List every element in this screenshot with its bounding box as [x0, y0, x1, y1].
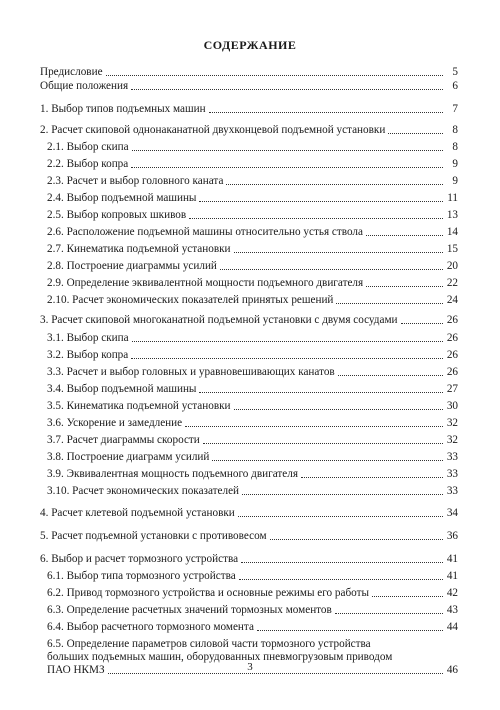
toc-entry[interactable] [47, 141, 458, 154]
leader-dots [366, 286, 443, 287]
leader-dots [106, 75, 443, 76]
leader-dots [238, 516, 443, 517]
leader-dots [366, 235, 443, 236]
toc-entry-page: 27 [446, 383, 458, 395]
toc-entry-label: 2.5. Выбор копровых шкивов [47, 209, 187, 221]
toc-entry-label: 2.8. Построение диаграммы усилий [47, 260, 217, 272]
toc-entry-label: 2.6. Расположение подъемной машины относительно устья ствола [47, 226, 363, 238]
leader-dots [203, 443, 443, 444]
toc-entry-page: 8 [452, 124, 458, 136]
leader-dots [234, 252, 443, 253]
leader-dots [108, 673, 443, 674]
toc-entry[interactable] [47, 468, 458, 481]
toc-entry-label: 6. Выбор и расчет тормозного устройства [40, 553, 239, 565]
toc-entry-page: 8 [452, 141, 458, 153]
leader-dots [132, 341, 443, 342]
toc-entry[interactable] [47, 294, 458, 307]
leader-dots [257, 630, 443, 631]
toc-entry-page: 9 [452, 175, 458, 187]
toc-entry-label: 3.10. Расчет экономических показателей [47, 485, 240, 497]
toc-entry-label: Предисловие [40, 66, 103, 78]
toc-entry[interactable] [40, 507, 458, 520]
toc-entry[interactable] [40, 314, 458, 327]
toc-entry-page: 36 [446, 530, 458, 542]
toc-entry[interactable] [47, 621, 458, 634]
leader-dots [372, 596, 443, 597]
toc-entry-label: 6.1. Выбор типа тормозного устройства [47, 570, 236, 582]
toc-entry-label: 6.4. Выбор расчетного тормозного момента [47, 621, 254, 633]
leader-dots [401, 323, 443, 324]
leader-dots [241, 562, 443, 563]
toc-entry-page: 44 [446, 621, 458, 633]
toc-entry[interactable] [47, 277, 458, 290]
toc-entry[interactable] [47, 400, 458, 413]
toc-entry-page: 42 [446, 587, 458, 599]
toc-entry-page: 33 [446, 468, 458, 480]
toc-entry-label: 3. Расчет скиповой многоканатной подъемной установки с двумя сосудами [40, 314, 398, 326]
toc-entry-page: 20 [446, 260, 458, 272]
toc-entry-label: 3.4. Выбор подъемной машины [47, 383, 197, 395]
toc-entry-page: 14 [446, 226, 458, 238]
page-title: СОДЕРЖАНИЕ [203, 38, 297, 52]
toc-entry-label: 3.5. Кинематика подъемной установки [47, 400, 231, 412]
leader-dots [336, 303, 443, 304]
toc-entry-label: 3.8. Построение диаграмм усилий [47, 451, 210, 463]
toc-entry[interactable] [47, 604, 458, 617]
page-number: 3 [247, 661, 253, 673]
toc-entry-label: 3.9. Эквивалентная мощность подъемного двигателя [47, 468, 298, 480]
toc-entry[interactable] [47, 570, 458, 583]
toc-entry[interactable] [47, 175, 458, 188]
toc-entry[interactable] [47, 417, 458, 430]
toc-entry-label: 2. Расчет скиповой однонаканатной двухконцевой подъемной установки [40, 124, 386, 136]
toc-entry[interactable] [47, 349, 458, 362]
toc-entry-page: 34 [446, 507, 458, 519]
toc-entry-page: 46 [446, 664, 458, 676]
toc-entry-label: 3.7. Расчет диаграммы скорости [47, 434, 200, 446]
toc-entry-label: ПАО НКМЗ [47, 664, 105, 676]
toc-entry[interactable] [40, 553, 458, 566]
toc-entry-page: 41 [446, 553, 458, 565]
toc-entry-label: 2.2. Выбор копра [47, 158, 129, 170]
toc-entry[interactable] [47, 332, 458, 345]
toc-entry-label: Общие положения [40, 80, 129, 92]
toc-entry[interactable] [47, 485, 458, 498]
toc-entry[interactable] [40, 530, 458, 543]
toc-entry-label: 6.3. Определение расчетных значений тормозных моментов [47, 604, 332, 616]
leader-dots [212, 460, 443, 461]
leader-dots [131, 167, 443, 168]
toc-entry-label: 3.2. Выбор копра [47, 349, 129, 361]
toc-entry[interactable] [40, 103, 458, 116]
toc-entry-label: 3.3. Расчет и выбор головных и уравновешивающих канатов [47, 366, 335, 378]
toc-entry[interactable] [40, 124, 458, 137]
toc-entry[interactable] [47, 209, 458, 222]
leader-dots [220, 269, 443, 270]
toc-entry[interactable] [47, 158, 458, 171]
leader-dots [209, 112, 443, 113]
toc-entry-page: 32 [446, 417, 458, 429]
leader-dots [301, 477, 443, 478]
toc-entry-label: 2.9. Определение эквивалентной мощности подъемного двигателя [47, 277, 364, 289]
toc-entry-page: 5 [452, 66, 458, 78]
toc-entry-page: 13 [446, 209, 458, 221]
leader-dots [242, 494, 443, 495]
leader-dots [199, 201, 443, 202]
toc-entry-page: 22 [446, 277, 458, 289]
toc-entry-page: 24 [446, 294, 458, 306]
toc-entry-label: 6.2. Привод тормозного устройства и основные режимы его работы [47, 587, 370, 599]
toc-entry-page: 33 [446, 485, 458, 497]
leader-dots [131, 89, 443, 90]
leader-dots [234, 409, 443, 410]
toc-entry-page: 41 [446, 570, 458, 582]
toc-entry[interactable] [47, 226, 458, 239]
toc-entry-page: 26 [446, 349, 458, 361]
toc-entry-page: 30 [446, 400, 458, 412]
toc-entry[interactable] [47, 434, 458, 447]
toc-entry-page: 26 [446, 332, 458, 344]
leader-dots [335, 613, 443, 614]
leader-dots [189, 218, 443, 219]
toc-entry-label: 2.1. Выбор скипа [47, 141, 129, 153]
toc-entry[interactable] [40, 66, 458, 79]
toc-entry-label-line: больших подъемных машин, оборудованных пневмогрузовым приводом [47, 651, 393, 663]
toc-entry-page: 43 [446, 604, 458, 616]
toc-entry-label: 4. Расчет клетевой подъемной установки [40, 507, 235, 519]
toc-entry-label-line: 6.5. Определение параметров силовой части тормозного устройства [47, 638, 371, 650]
toc-entry-page: 7 [452, 103, 458, 115]
toc-entry-label: 2.7. Кинематика подъемной установки [47, 243, 231, 255]
toc-entry-page: 11 [447, 192, 458, 204]
leader-dots [185, 426, 443, 427]
toc-entry-label: 2.10. Расчет экономических показателей принятых решений [47, 294, 334, 306]
toc-entry-page: 9 [452, 158, 458, 170]
leader-dots [132, 150, 443, 151]
toc-entry-label: 2.3. Расчет и выбор головного каната [47, 175, 224, 187]
toc-entry-page: 6 [452, 80, 458, 92]
toc-entry[interactable] [47, 383, 458, 396]
toc-entry-page: 33 [446, 451, 458, 463]
toc-entry-label: 3.6. Ускорение и замедление [47, 417, 183, 429]
leader-dots [338, 375, 443, 376]
toc-entry-page: 15 [446, 243, 458, 255]
leader-dots [388, 133, 443, 134]
toc-entry[interactable] [47, 451, 458, 464]
toc-entry-page: 26 [446, 314, 458, 326]
toc-entry[interactable] [47, 587, 458, 600]
toc-entry-page: 26 [446, 366, 458, 378]
toc-entry[interactable] [47, 192, 458, 205]
leader-dots [239, 579, 443, 580]
toc-entry-label: 1. Выбор типов подъемных машин [40, 103, 206, 115]
toc-entry-page: 32 [446, 434, 458, 446]
leader-dots [226, 184, 443, 185]
toc-entry-label: 5. Расчет подъемной установки с противовесом [40, 530, 267, 542]
toc-entry[interactable] [40, 80, 458, 93]
leader-dots [199, 392, 443, 393]
toc-entry[interactable] [47, 366, 458, 379]
toc-entry-label: 2.4. Выбор подъемной машины [47, 192, 197, 204]
leader-dots [270, 539, 443, 540]
toc-entry-label: 3.1. Выбор скипа [47, 332, 129, 344]
leader-dots [131, 358, 443, 359]
toc-entry[interactable] [47, 260, 458, 273]
toc-entry[interactable] [47, 243, 458, 256]
